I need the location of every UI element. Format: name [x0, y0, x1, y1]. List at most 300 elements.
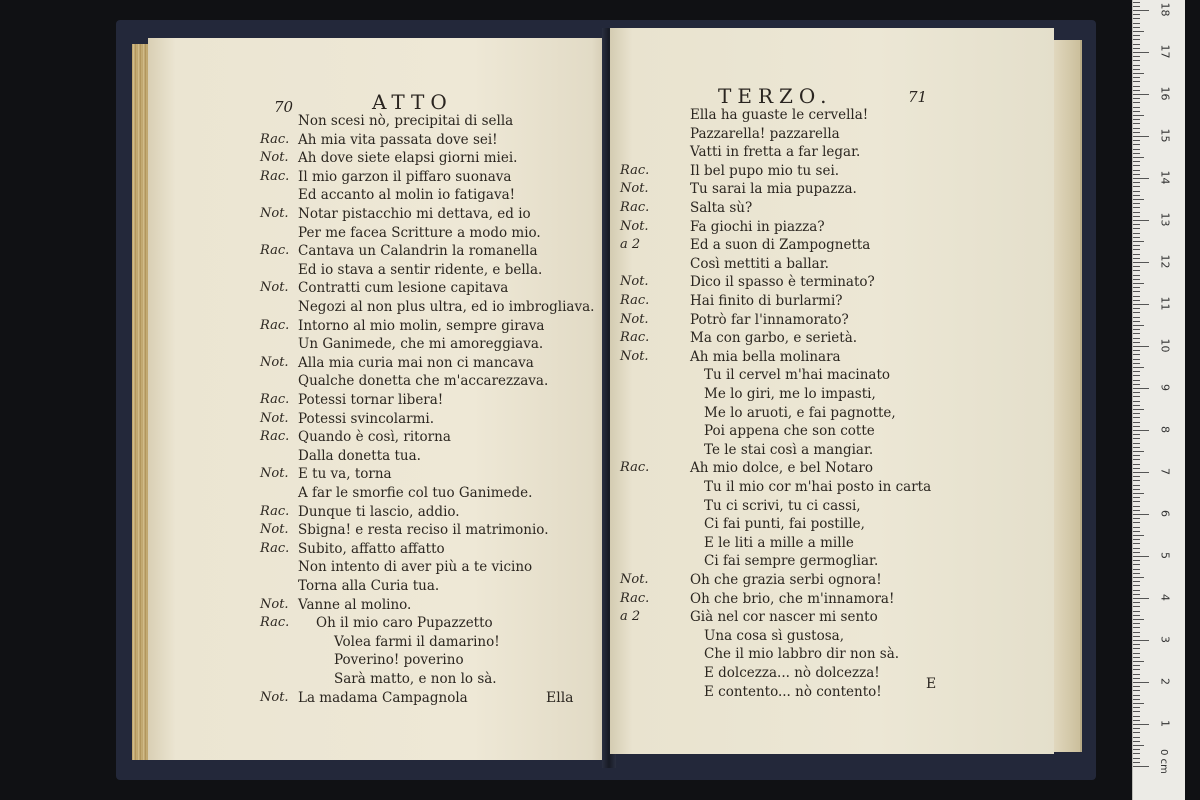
ruler-tick: [1133, 367, 1144, 368]
ruler-tick: [1133, 632, 1140, 633]
speaker-label: Not.: [260, 689, 289, 705]
text-line: Oh che brio, che m'innamora!: [690, 590, 895, 607]
text-line: Tu il cervel m'hai macinato: [704, 367, 891, 384]
ruler-tick: [1133, 237, 1140, 238]
speaker-label: Not.: [260, 522, 289, 538]
ruler-tick: [1133, 186, 1140, 187]
ruler-tick: [1133, 98, 1140, 99]
speaker-label: Not.: [260, 410, 289, 426]
ruler-tick: [1133, 283, 1144, 284]
ruler-tick: [1133, 573, 1140, 574]
ruler-tick: [1133, 275, 1140, 276]
ruler-tick: [1133, 745, 1144, 746]
ruler-tick: [1133, 81, 1140, 82]
ruler-tick: [1133, 77, 1140, 78]
text-line: Così mettiti a ballar.: [690, 255, 829, 272]
text-line: Hai finito di burlarmi?: [690, 293, 843, 309]
ruler-tick: [1133, 262, 1149, 263]
ruler-tick: [1133, 2, 1140, 3]
speaker-label: Rac.: [620, 330, 650, 346]
ruler-tick: [1133, 518, 1140, 519]
speaker-label: Not.: [620, 218, 649, 234]
ruler-tick: [1133, 447, 1140, 448]
text-line: Poverino! poverino: [334, 652, 464, 669]
ruler-tick: [1133, 317, 1140, 318]
text-line: La madama Campagnola: [298, 689, 468, 706]
ruler-tick: [1133, 39, 1140, 40]
ruler-tick: [1133, 392, 1140, 393]
text-line: Me lo aruoti, e fai pagnotte,: [704, 404, 896, 421]
ruler-tick: [1133, 594, 1140, 595]
ruler-tick: [1133, 548, 1140, 549]
ruler-tick: [1133, 203, 1140, 204]
ruler-tick: [1133, 720, 1140, 721]
ruler-tick: [1133, 60, 1140, 61]
ruler-tick: [1133, 195, 1140, 196]
ruler-tick: [1133, 388, 1149, 389]
text-line: Tu ci scrivi, tu ci cassi,: [704, 497, 861, 514]
text-line: Ci fai punti, fai postille,: [704, 516, 865, 533]
ruler-tick: [1133, 409, 1144, 410]
text-line: Cantava un Calandrin la romanella: [298, 243, 538, 260]
ruler-tick: [1133, 464, 1140, 465]
text-line: Ah mia vita passata dove sei!: [298, 131, 498, 148]
ruler-tick: [1133, 325, 1144, 326]
ruler-number: 16: [1158, 86, 1172, 101]
ruler-tick: [1133, 678, 1140, 679]
ruler-tick: [1133, 270, 1140, 271]
text-line: Ah mia bella molinara: [690, 348, 841, 365]
text-line: Ma con garbo, e serietà.: [690, 330, 858, 347]
catchword: Ella: [546, 690, 574, 706]
ruler-tick: [1133, 128, 1140, 129]
text-line: Torna alla Curia tua.: [298, 578, 440, 594]
ruler-tick: [1133, 338, 1140, 339]
speaker-label: Rac.: [260, 243, 290, 259]
ruler-tick: [1133, 669, 1140, 670]
text-line: Ah dove siete elapsi giorni miei.: [298, 150, 518, 167]
ruler-tick: [1133, 174, 1140, 175]
text-line: Intorno al mio molin, sempre girava: [298, 317, 545, 334]
ruler-tick: [1133, 623, 1140, 624]
text-line: E contento... nò contento!: [704, 683, 882, 700]
ruler-tick: [1133, 44, 1140, 45]
ruler-tick: [1133, 178, 1149, 179]
speaker-label: Rac.: [260, 392, 290, 407]
speaker-label: Rac.: [620, 590, 650, 606]
page-number: 71: [908, 88, 928, 106]
ruler-tick: [1133, 170, 1140, 171]
ruler-tick: [1133, 375, 1140, 376]
text-line: Salta sù?: [690, 200, 753, 216]
ruler-tick: [1133, 690, 1140, 691]
text-line: Contratti cum lesione capitava: [298, 280, 509, 297]
ruler-tick: [1133, 18, 1140, 19]
ruler-tick: [1133, 636, 1140, 637]
ruler-tick: [1133, 216, 1140, 217]
ruler-tick: [1133, 65, 1140, 66]
text-line: Il bel pupo mio tu sei.: [690, 162, 840, 179]
ruler-number: 13: [1158, 212, 1172, 227]
ruler-tick: [1133, 296, 1140, 297]
ruler-tick: [1133, 157, 1144, 158]
ruler-tick: [1133, 619, 1144, 620]
speaker-label: Not.: [260, 280, 289, 296]
ruler-number: 11: [1158, 296, 1172, 311]
ruler-tick: [1133, 569, 1140, 570]
speaker-label: Not.: [260, 150, 289, 166]
ruler-tick: [1133, 581, 1140, 582]
ruler-tick: [1133, 405, 1140, 406]
text-line: Vatti in fretta a far legar.: [690, 144, 861, 161]
ruler-tick: [1133, 665, 1140, 666]
ruler-tick: [1133, 443, 1140, 444]
ruler-tick: [1133, 48, 1140, 49]
ruler-tick: [1133, 674, 1140, 675]
speaker-label: a 2: [620, 609, 641, 625]
ruler-tick: [1133, 615, 1140, 616]
ruler-number: 7: [1158, 468, 1172, 475]
speaker-label: Rac.: [260, 615, 290, 631]
ruler-tick: [1133, 472, 1149, 473]
ruler-tick: [1133, 115, 1144, 116]
ruler-tick: [1133, 699, 1140, 700]
ruler-tick: [1133, 716, 1140, 717]
ruler-tick: [1133, 661, 1144, 662]
ruler-tick: [1133, 312, 1140, 313]
ruler-tick: [1133, 695, 1140, 696]
text-line: Fa giochi in piazza?: [690, 218, 825, 235]
ruler-tick: [1133, 531, 1140, 532]
ruler-number: 17: [1158, 44, 1172, 59]
ruler-tick: [1133, 182, 1140, 183]
text-line: Oh il mio caro Pupazzetto: [316, 615, 493, 632]
ruler-tick: [1133, 510, 1140, 511]
ruler-tick: [1133, 380, 1140, 381]
ruler-tick: [1133, 136, 1149, 137]
speaker-label: Rac.: [260, 429, 290, 445]
ruler-tick: [1133, 233, 1140, 234]
ruler-tick: [1133, 459, 1140, 460]
text-line: Volea farmi il damarino!: [334, 633, 500, 650]
ruler-tick: [1133, 245, 1140, 246]
ruler-tick: [1133, 606, 1140, 607]
ruler-tick: [1133, 417, 1140, 418]
ruler-tick: [1133, 333, 1140, 334]
ruler-tick: [1133, 224, 1140, 225]
ruler-tick: [1133, 598, 1149, 599]
ruler-tick: [1133, 144, 1140, 145]
ruler-tick: [1133, 308, 1140, 309]
text-line: Ed accanto al molin io fatigava!: [298, 187, 516, 204]
ruler-tick: [1133, 737, 1140, 738]
ruler-tick: [1133, 321, 1140, 322]
ruler-tick: [1133, 346, 1149, 347]
right-page-edges: [1052, 40, 1082, 752]
ruler-tick: [1133, 501, 1140, 502]
ruler-tick: [1133, 741, 1140, 742]
ruler-tick: [1133, 220, 1149, 221]
text-line: Dico il spasso è terminato?: [690, 274, 875, 291]
text-line: Tu il mio cor m'hai posto in carta: [704, 479, 932, 495]
ruler-tick: [1133, 199, 1144, 200]
text-line: Un Ganimede, che mi amoreggiava.: [298, 336, 544, 353]
ruler-tick: [1133, 123, 1140, 124]
ruler-tick: [1133, 766, 1149, 767]
text-line: Vanne al molino.: [298, 596, 412, 613]
text-line: Negozi al non plus ultra, ed io imbrogliava.: [298, 299, 595, 315]
text-line: Oh che grazia serbi ognora!: [690, 572, 882, 588]
ruler-tick: [1133, 371, 1140, 372]
ruler-tick: [1133, 413, 1140, 414]
ruler-tick: [1133, 132, 1140, 133]
ruler-tick: [1133, 149, 1140, 150]
text-line: Ed a suon di Zampognetta: [690, 237, 871, 254]
ruler-tick: [1133, 497, 1140, 498]
ruler-tick: [1133, 31, 1144, 32]
ruler-tick: [1133, 90, 1140, 91]
ruler-tick: [1133, 732, 1140, 733]
ruler-tick: [1133, 69, 1140, 70]
ruler-tick: [1133, 489, 1140, 490]
ruler-tick: [1133, 329, 1140, 330]
ruler-tick: [1133, 556, 1149, 557]
ruler-number: 18: [1158, 2, 1172, 17]
ruler-tick: [1133, 749, 1140, 750]
ruler-tick: [1133, 535, 1144, 536]
ruler-tick: [1133, 94, 1149, 95]
ruler-tick: [1133, 430, 1149, 431]
ruler-tick: [1133, 165, 1140, 166]
text-line: Dunque ti lascio, addio.: [298, 503, 460, 520]
text-line: Non scesi nò, precipitai di sella: [298, 113, 514, 129]
speaker-label: Rac.: [260, 131, 290, 147]
ruler-tick: [1133, 640, 1149, 641]
ruler-tick: [1133, 14, 1140, 15]
text-line: Tu sarai la mia pupazza.: [690, 181, 857, 198]
ruler-tick: [1133, 279, 1140, 280]
ruler-tick: [1133, 728, 1140, 729]
ruler-tick: [1133, 228, 1140, 229]
ruler-tick: [1133, 254, 1140, 255]
ruler-tick: [1133, 35, 1140, 36]
speaker-label: Not.: [260, 354, 289, 370]
speaker-label: Rac.: [260, 540, 290, 556]
text-line: Potrò far l'innamorato?: [690, 311, 849, 328]
ruler-tick: [1133, 455, 1140, 456]
text-line: Per me facea Scritture a modo mio.: [298, 224, 541, 241]
speaker-label: Rac.: [260, 317, 290, 333]
ruler-tick: [1133, 207, 1140, 208]
ruler-tick: [1133, 119, 1140, 120]
ruler-tick: [1133, 543, 1140, 544]
speaker-label: Not.: [260, 596, 289, 612]
ruler-number: 2: [1158, 678, 1172, 685]
text-line: Subito, affatto affatto: [298, 540, 445, 557]
ruler-tick: [1133, 140, 1140, 141]
ruler-tick: [1133, 363, 1140, 364]
speaker-label: Not.: [620, 274, 649, 290]
ruler-tick: [1133, 493, 1144, 494]
page-number: 70: [274, 98, 294, 116]
ruler-tick: [1133, 266, 1140, 267]
text-line: A far le smorfie col tuo Ganimede.: [298, 485, 533, 501]
ruler-tick: [1133, 644, 1140, 645]
speaker-label: Not.: [260, 206, 289, 221]
ruler-tick: [1133, 10, 1149, 11]
text-line: Qualche donetta che m'accarezzava.: [298, 373, 549, 390]
ruler-tick: [1133, 438, 1140, 439]
ruler-number: 6: [1158, 510, 1172, 517]
ruler-tick: [1133, 527, 1140, 528]
speaker-label: Rac.: [620, 162, 650, 178]
speaker-label: Not.: [260, 466, 289, 482]
ruler-tick: [1133, 476, 1140, 477]
text-line: E tu va, torna: [298, 466, 392, 483]
ruler-tick: [1133, 426, 1140, 427]
ruler-tick: [1133, 350, 1140, 351]
ruler-tick: [1133, 27, 1140, 28]
ruler-tick: [1133, 762, 1140, 763]
ruler-tick: [1133, 212, 1140, 213]
text-line: Te le stai così a mangiar.: [704, 441, 874, 458]
ruler-tick: [1133, 564, 1140, 565]
ruler-tick: [1133, 86, 1140, 87]
ruler-tick: [1133, 590, 1140, 591]
text-line: Poi appena che son cotte: [704, 423, 875, 440]
text-line: Il mio garzon il piffaro suonava: [298, 168, 512, 185]
speaker-label: Not.: [620, 348, 649, 364]
ruler-tick: [1133, 23, 1140, 24]
running-head: TERZO.: [718, 84, 833, 108]
ruler-tick: [1133, 468, 1140, 469]
ruler-tick: [1133, 6, 1140, 7]
text-line: Dalla donetta tua.: [298, 447, 421, 464]
ruler-tick: [1133, 401, 1140, 402]
ruler-tick: [1133, 56, 1140, 57]
ruler-tick: [1133, 686, 1140, 687]
ruler-tick: [1133, 506, 1140, 507]
ruler-tick: [1133, 758, 1140, 759]
text-line: Potessi tornar libera!: [298, 392, 444, 408]
ruler-tick: [1133, 342, 1140, 343]
ruler-tick: [1133, 682, 1149, 683]
speaker-label: Not.: [620, 311, 649, 327]
text-line: E le liti a mille a mille: [704, 534, 854, 551]
text-line: Me lo giri, me lo impasti,: [704, 386, 876, 402]
speaker-label: Rac.: [620, 460, 650, 476]
text-line: Una cosa sì gustosa,: [704, 627, 844, 644]
ruler-tick: [1133, 241, 1144, 242]
ruler-tick: [1133, 287, 1140, 288]
ruler-tick: [1133, 161, 1140, 162]
ruler-tick: [1133, 291, 1140, 292]
left-page: [148, 38, 610, 760]
ruler-tick: [1133, 480, 1140, 481]
ruler-tick: [1133, 153, 1140, 154]
ruler-tick: [1133, 539, 1140, 540]
ruler-tick: [1133, 657, 1140, 658]
text-line: Quando è così, ritorna: [298, 429, 451, 446]
ruler-tick: [1133, 258, 1140, 259]
speaker-label: Rac.: [260, 168, 290, 184]
ruler-number: 10: [1158, 338, 1172, 353]
ruler-number: 12: [1158, 254, 1172, 269]
text-line: Sbigna! e resta reciso il matrimonio.: [298, 522, 549, 539]
ruler-tick: [1133, 560, 1140, 561]
ruler-tick: [1133, 249, 1140, 250]
right-page: [610, 28, 1054, 754]
ruler-tick: [1133, 711, 1140, 712]
ruler-tick: [1133, 724, 1149, 725]
text-line: Sarà matto, e non lo sà.: [334, 671, 497, 687]
ruler-number: 5: [1158, 552, 1172, 559]
ruler-tick: [1133, 107, 1140, 108]
text-line: Alla mia curia mai non ci mancava: [298, 354, 534, 371]
text-line: Ci fai sempre germogliar.: [704, 553, 879, 570]
ruler-tick: [1133, 552, 1140, 553]
speaker-label: Rac.: [260, 503, 290, 519]
ruler-tick: [1133, 111, 1140, 112]
speaker-label: Not.: [620, 572, 649, 587]
ruler-tick: [1133, 359, 1140, 360]
text-line: Potessi svincolarmi.: [298, 410, 435, 427]
ruler-tick: [1133, 577, 1144, 578]
ruler-tick: [1133, 627, 1140, 628]
speaker-label: Not.: [620, 181, 649, 197]
ruler-number: 8: [1158, 426, 1172, 433]
ruler-tick: [1133, 384, 1140, 385]
ruler-tick: [1133, 354, 1140, 355]
ruler-tick: [1133, 522, 1140, 523]
ruler-tick: [1133, 585, 1140, 586]
ruler-tick: [1133, 602, 1140, 603]
ruler-tick: [1133, 73, 1144, 74]
speaker-label: a 2: [620, 237, 641, 253]
ruler-number: 9: [1158, 384, 1172, 391]
text-line: Notar pistacchio mi dettava, ed io: [298, 206, 531, 222]
ruler-number: 1: [1158, 720, 1172, 727]
ruler-tick: [1133, 611, 1140, 612]
ruler-tick: [1133, 422, 1140, 423]
ruler-tick: [1133, 396, 1140, 397]
ruler-tick: [1133, 707, 1140, 708]
text-line: Già nel cor nascer mi sento: [690, 609, 878, 626]
text-line: Ed io stava a sentir ridente, e bella.: [298, 261, 543, 278]
ruler-tick: [1133, 653, 1140, 654]
ruler-tick: [1133, 52, 1149, 53]
ruler-number: 14: [1158, 170, 1172, 185]
ruler-tick: [1133, 485, 1140, 486]
text-line: Pazzarella! pazzarella: [690, 125, 840, 142]
ruler-number: 3: [1158, 636, 1172, 643]
ruler-unit: 0 cm: [1157, 749, 1169, 774]
ruler-tick: [1133, 102, 1140, 103]
ruler-tick: [1133, 304, 1149, 305]
ruler-tick: [1133, 514, 1149, 515]
ruler-tick: [1133, 648, 1140, 649]
ruler-tick: [1133, 300, 1140, 301]
text-line: Ella ha guaste le cervella!: [690, 107, 869, 123]
text-line: Non intento di aver più a te vicino: [298, 559, 533, 576]
text-line: E dolcezza... nò dolcezza!: [704, 665, 880, 681]
ruler-tick: [1133, 753, 1140, 754]
ruler-tick: [1133, 191, 1140, 192]
text-line: Che il mio labbro dir non sà.: [704, 646, 900, 663]
ruler-tick: [1133, 703, 1144, 704]
speaker-label: Rac.: [620, 200, 650, 215]
ruler-number: 4: [1158, 594, 1172, 601]
